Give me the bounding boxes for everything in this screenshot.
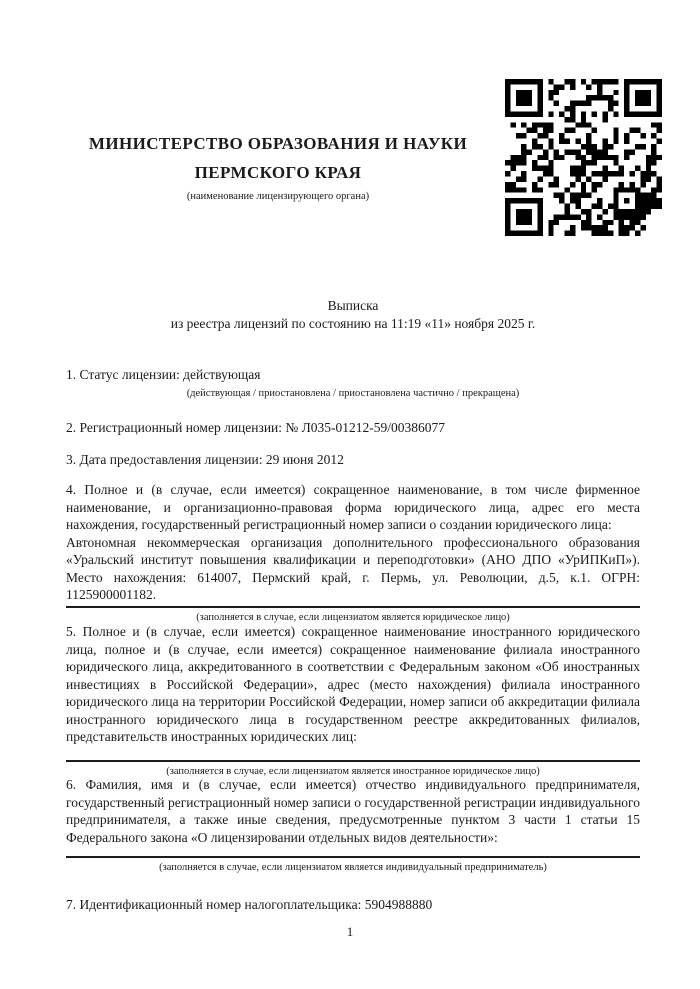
individual-entrepreneur-label: 6. Фамилия, имя и (в случае, если имеется) отчество индивидуального предпринимателя, государственный регистрационный номер записи о государственной регистрации индивидуального предпринимателя, а также иные сведения, предусмотренные пунктом 3 части 1 статьи 15 Федерального закона «О лицензировании отдельных видов деятельности»: — [66, 777, 640, 845]
registration-number-text: 2. Регистрационный номер лицензии: № Л035-01212-59/00386077 — [66, 420, 446, 435]
legal-entity-note: (заполняется в случае, если лицензиатом является юридическое лицо) — [196, 611, 510, 623]
item-individual-entrepreneur-details — [66, 776, 640, 874]
license-grant-date-text: 3. Дата предоставления лицензии: 29 июня 2012 — [66, 452, 344, 467]
document-title-line1: Выписка — [327, 298, 379, 313]
taxpayer-id-text: 7. Идентификационный номер налогоплательщика: 5904988880 — [66, 897, 433, 912]
legal-entity-details-value: Автономная некоммерческая организация дополнительного профессионального образования «Уральский институт повышения квалификации и переподготовки» (АНО ДПО «УрИПКиП»). Место нахождения: 614007, Пермский край, г. Пермь, ул. Революции, д.5, к.1. ОГРН: 1125900001182. — [66, 534, 640, 602]
item-license-status — [66, 366, 640, 400]
foreign-entity-details-label: 5. Полное и (в случае, если имеется) сокращенное наименование иностранного юридического лица, полное и (в случае, если имеется) сокращенное наименование филиала иностранного юридического лица, аккредитованного в соответствии с Федеральным законом «Об иностранных инвестициях в Российской Федерации», адрес (место нахождения) филиала иностранного юридического лица на территории Российской Федерации, номер записи об аккредитации филиала иностранного юридического лица в государственном реестре аккредитованных филиалов, представительств иностранных юридических лиц: — [66, 624, 640, 744]
licensing-authority-name-line1: МИНИСТЕРСТВО ОБРАЗОВАНИЯ И НАУКИ — [88, 134, 468, 153]
license-status-text: 1. Статус лицензии: действующая — [66, 367, 261, 382]
fill-line-divider — [66, 760, 640, 762]
item-license-grant-date — [66, 451, 640, 469]
licensing-authority-name-line2: ПЕРМСКОГО КРАЯ — [194, 163, 362, 182]
item-foreign-entity-details — [66, 623, 640, 778]
item-taxpayer-id — [66, 896, 640, 914]
license-status-options-note: (действующая / приостановлена / приостановлена частично / прекращена) — [186, 387, 520, 399]
individual-entrepreneur-note: (заполняется в случае, если лицензиатом является индивидуальный предприниматель) — [159, 862, 547, 873]
document-title-line2: из реестра лицензий по состоянию на 11:19 «11» ноября 2025 г. — [170, 316, 536, 331]
qr-code-icon — [505, 79, 662, 236]
item-registration-number — [66, 419, 640, 437]
legal-entity-details-label: 4. Полное и (в случае, если имеется) сокращенное наименование, в том числе фирменное наименование, и организационно-правовая форма юридического лица, адрес его места нахождения, государственный регистрационный номер записи о создании юридического лица: — [66, 482, 640, 532]
fill-line-divider — [66, 606, 640, 608]
licensing-authority-caption: (наименование лицензирующего органа) — [186, 191, 370, 202]
page-number: 1 — [346, 924, 354, 939]
document-header — [60, 129, 496, 203]
item-legal-entity-details — [66, 481, 640, 624]
document-title — [66, 297, 640, 333]
foreign-entity-note: (заполняется в случае, если лицензиатом является иностранное юридическое лицо) — [166, 765, 540, 777]
qr-code-pattern — [505, 79, 662, 236]
fill-line-divider — [66, 856, 640, 858]
